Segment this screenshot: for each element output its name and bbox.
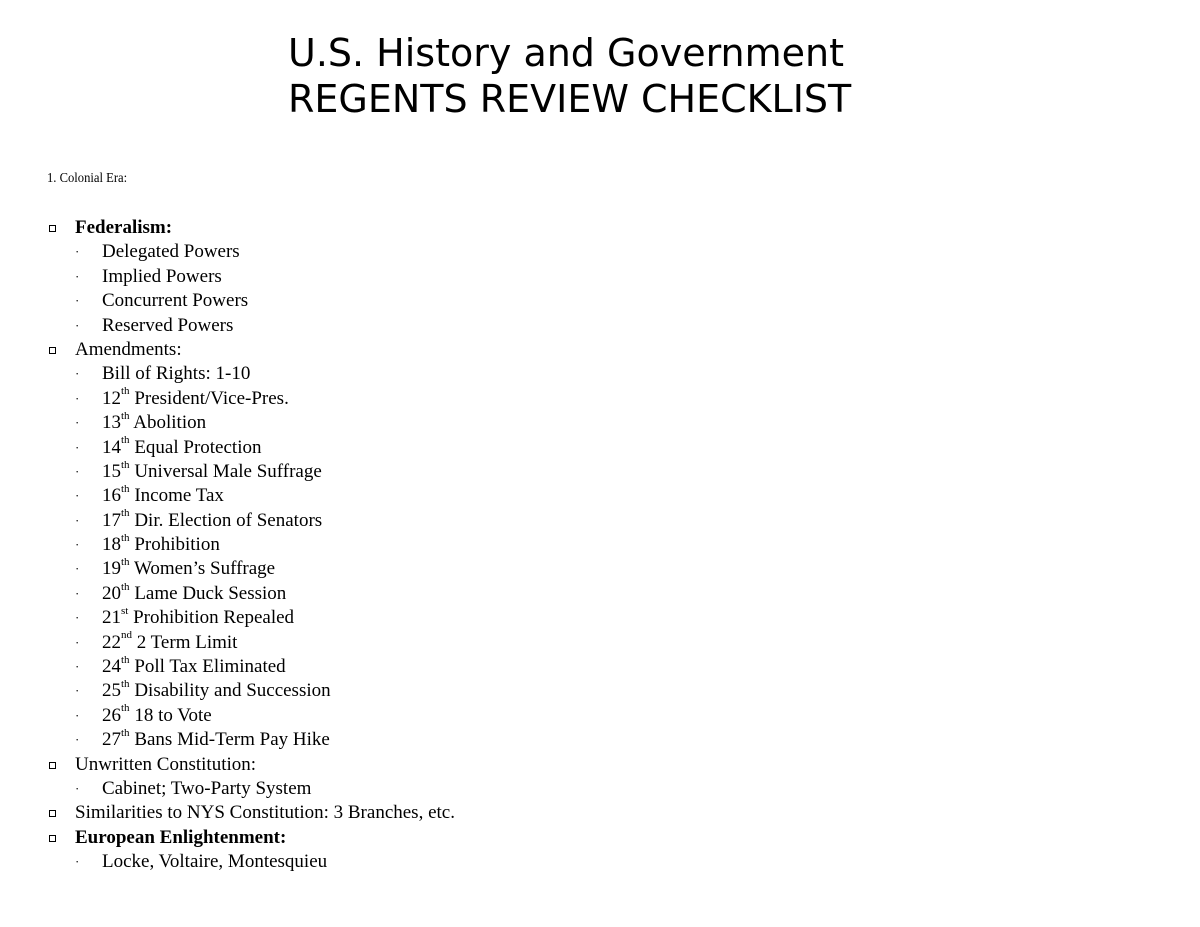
checklist-subitem-label: [102, 557, 275, 581]
bullet-dot-icon: ·: [75, 610, 80, 626]
checklist-subitem-label: [102, 533, 220, 557]
ordinal-suffix: th: [121, 556, 130, 569]
bullet-dot-icon: ·: [75, 561, 80, 577]
ordinal-suffix: nd: [121, 629, 132, 642]
amendment-number: 26: [102, 704, 121, 726]
ordinal-suffix: th: [121, 653, 130, 666]
bullet-dot-icon: ·: [75, 268, 80, 284]
subitem-text: Equal Protection: [134, 436, 262, 458]
subitem-text: Locke, Voltaire, Montesquieu: [102, 851, 328, 873]
subitem-text: Cabinet; Two-Party System: [102, 777, 312, 799]
checklist-item-label: Amendments:: [75, 338, 182, 360]
bullet-dot-icon: ·: [75, 537, 80, 553]
bullet-dot-icon: ·: [75, 512, 80, 528]
checklist-subitem-label: [102, 606, 294, 630]
checklist-subitem-label: [102, 460, 322, 484]
title-line-2: REGENTS REVIEW CHECKLIST: [288, 77, 852, 121]
subitem-text: Women’s Suffrage: [133, 558, 276, 580]
subitem-text: Bans Mid-Term Pay Hike: [134, 729, 330, 751]
bullet-dot-icon: ·: [75, 780, 80, 796]
checklist-subitem-label: [102, 240, 240, 264]
ordinal-suffix: th: [121, 531, 130, 544]
ordinal-suffix: th: [121, 726, 130, 739]
checklist-subitem-label: [102, 850, 327, 874]
checkbox-icon[interactable]: [49, 225, 56, 232]
bullet-dot-icon: ·: [75, 366, 80, 382]
subitem-text: Universal Male Suffrage: [134, 460, 322, 482]
subitem-text: 18 to Vote: [134, 704, 212, 726]
checklist-item-label: Federalism:: [75, 217, 173, 238]
checklist-subitem-label: [102, 265, 222, 289]
checklist-subitem-label: [102, 289, 248, 313]
bullet-dot-icon: ·: [75, 683, 80, 699]
amendment-number: 21: [102, 607, 121, 629]
checklist-subitem-label: [102, 655, 286, 679]
amendment-number: 25: [102, 680, 121, 702]
ordinal-suffix: th: [121, 385, 130, 398]
amendment-number: 17: [102, 509, 121, 531]
title-line-1: U.S. History and Government: [288, 31, 844, 75]
subitem-text: Concurrent Powers: [102, 290, 249, 312]
checklist-subitem-label: [102, 631, 237, 655]
ordinal-suffix: th: [121, 482, 130, 495]
checklist-subitem-label: [102, 679, 331, 703]
bullet-dot-icon: ·: [75, 707, 80, 723]
subitem-text: Implied Powers: [102, 265, 222, 287]
checklist-subitem-label: [102, 411, 206, 435]
subitem-text: Poll Tax Eliminated: [134, 656, 286, 678]
amendment-number: 27: [102, 729, 121, 751]
subitem-text: Bill of Rights: 1-10: [102, 363, 251, 385]
subitem-text: President/Vice-Pres.: [134, 387, 289, 409]
subitem-text: Income Tax: [134, 485, 224, 507]
checklist-subitem-label: [102, 484, 224, 508]
bullet-dot-icon: ·: [75, 244, 80, 260]
subitem-text: Prohibition Repealed: [133, 607, 295, 629]
bullet-dot-icon: ·: [75, 634, 80, 650]
subitem-text: Reserved Powers: [102, 314, 234, 336]
subitem-text: Prohibition: [134, 534, 220, 556]
ordinal-suffix: th: [121, 507, 130, 520]
ordinal-suffix: th: [121, 702, 130, 715]
amendment-number: 16: [102, 485, 121, 507]
page-title: [288, 30, 851, 122]
amendment-number: 19: [102, 558, 121, 580]
ordinal-suffix: th: [121, 458, 130, 471]
bullet-dot-icon: ·: [75, 293, 80, 309]
checklist-subitem-label: [102, 509, 322, 533]
amendment-number: 12: [102, 387, 121, 409]
ordinal-suffix: th: [121, 678, 130, 691]
checklist-subitem-label: [102, 314, 233, 338]
bullet-dot-icon: ·: [75, 317, 80, 333]
ordinal-suffix: th: [121, 409, 130, 422]
checkbox-icon[interactable]: [49, 810, 56, 817]
checklist-item-label: Similarities to NYS Constitution: 3 Branches, etc.: [75, 802, 455, 824]
amendment-number: 14: [102, 436, 121, 458]
bullet-dot-icon: ·: [75, 585, 80, 601]
subitem-text: Disability and Succession: [134, 680, 331, 702]
ordinal-suffix: st: [121, 604, 129, 617]
checklist-item-label: Unwritten Constitution:: [75, 753, 257, 775]
checkbox-icon[interactable]: [49, 347, 56, 354]
amendment-number: 18: [102, 534, 121, 556]
amendment-number: 13: [102, 412, 121, 434]
checklist-subitem-label: [102, 777, 311, 801]
bullet-dot-icon: ·: [75, 488, 80, 504]
subitem-text: Lame Duck Session: [134, 582, 287, 604]
checklist-subitem-label: [102, 704, 212, 728]
amendment-number: 15: [102, 460, 121, 482]
subitem-text: Delegated Powers: [102, 241, 240, 263]
checklist-subitem-label: [102, 387, 289, 411]
bullet-dot-icon: ·: [75, 439, 80, 455]
checklist-item-label: European Enlightenment:: [75, 826, 287, 848]
bullet-dot-icon: ·: [75, 390, 80, 406]
bullet-dot-icon: ·: [75, 463, 80, 479]
checkbox-icon[interactable]: [49, 762, 56, 769]
checklist-subitem-label: [102, 362, 250, 386]
bullet-dot-icon: ·: [75, 415, 80, 431]
subitem-text: 2 Term Limit: [136, 631, 238, 653]
amendment-number: 24: [102, 656, 121, 678]
checkbox-icon[interactable]: [49, 835, 56, 842]
subitem-text: Abolition: [133, 412, 207, 434]
checklist-subitem-label: [102, 582, 286, 606]
bullet-dot-icon: ·: [75, 732, 80, 748]
checklist-subitem-label: [102, 436, 261, 460]
bullet-dot-icon: ·: [75, 854, 80, 870]
ordinal-suffix: th: [121, 580, 130, 593]
bullet-dot-icon: ·: [75, 659, 80, 675]
amendment-number: 20: [102, 582, 121, 604]
ordinal-suffix: th: [121, 434, 130, 447]
section-label: 1. Colonial Era:: [47, 171, 128, 186]
checklist-subitem-label: [102, 728, 330, 752]
amendment-number: 22: [102, 631, 121, 653]
subitem-text: Dir. Election of Senators: [134, 509, 323, 531]
